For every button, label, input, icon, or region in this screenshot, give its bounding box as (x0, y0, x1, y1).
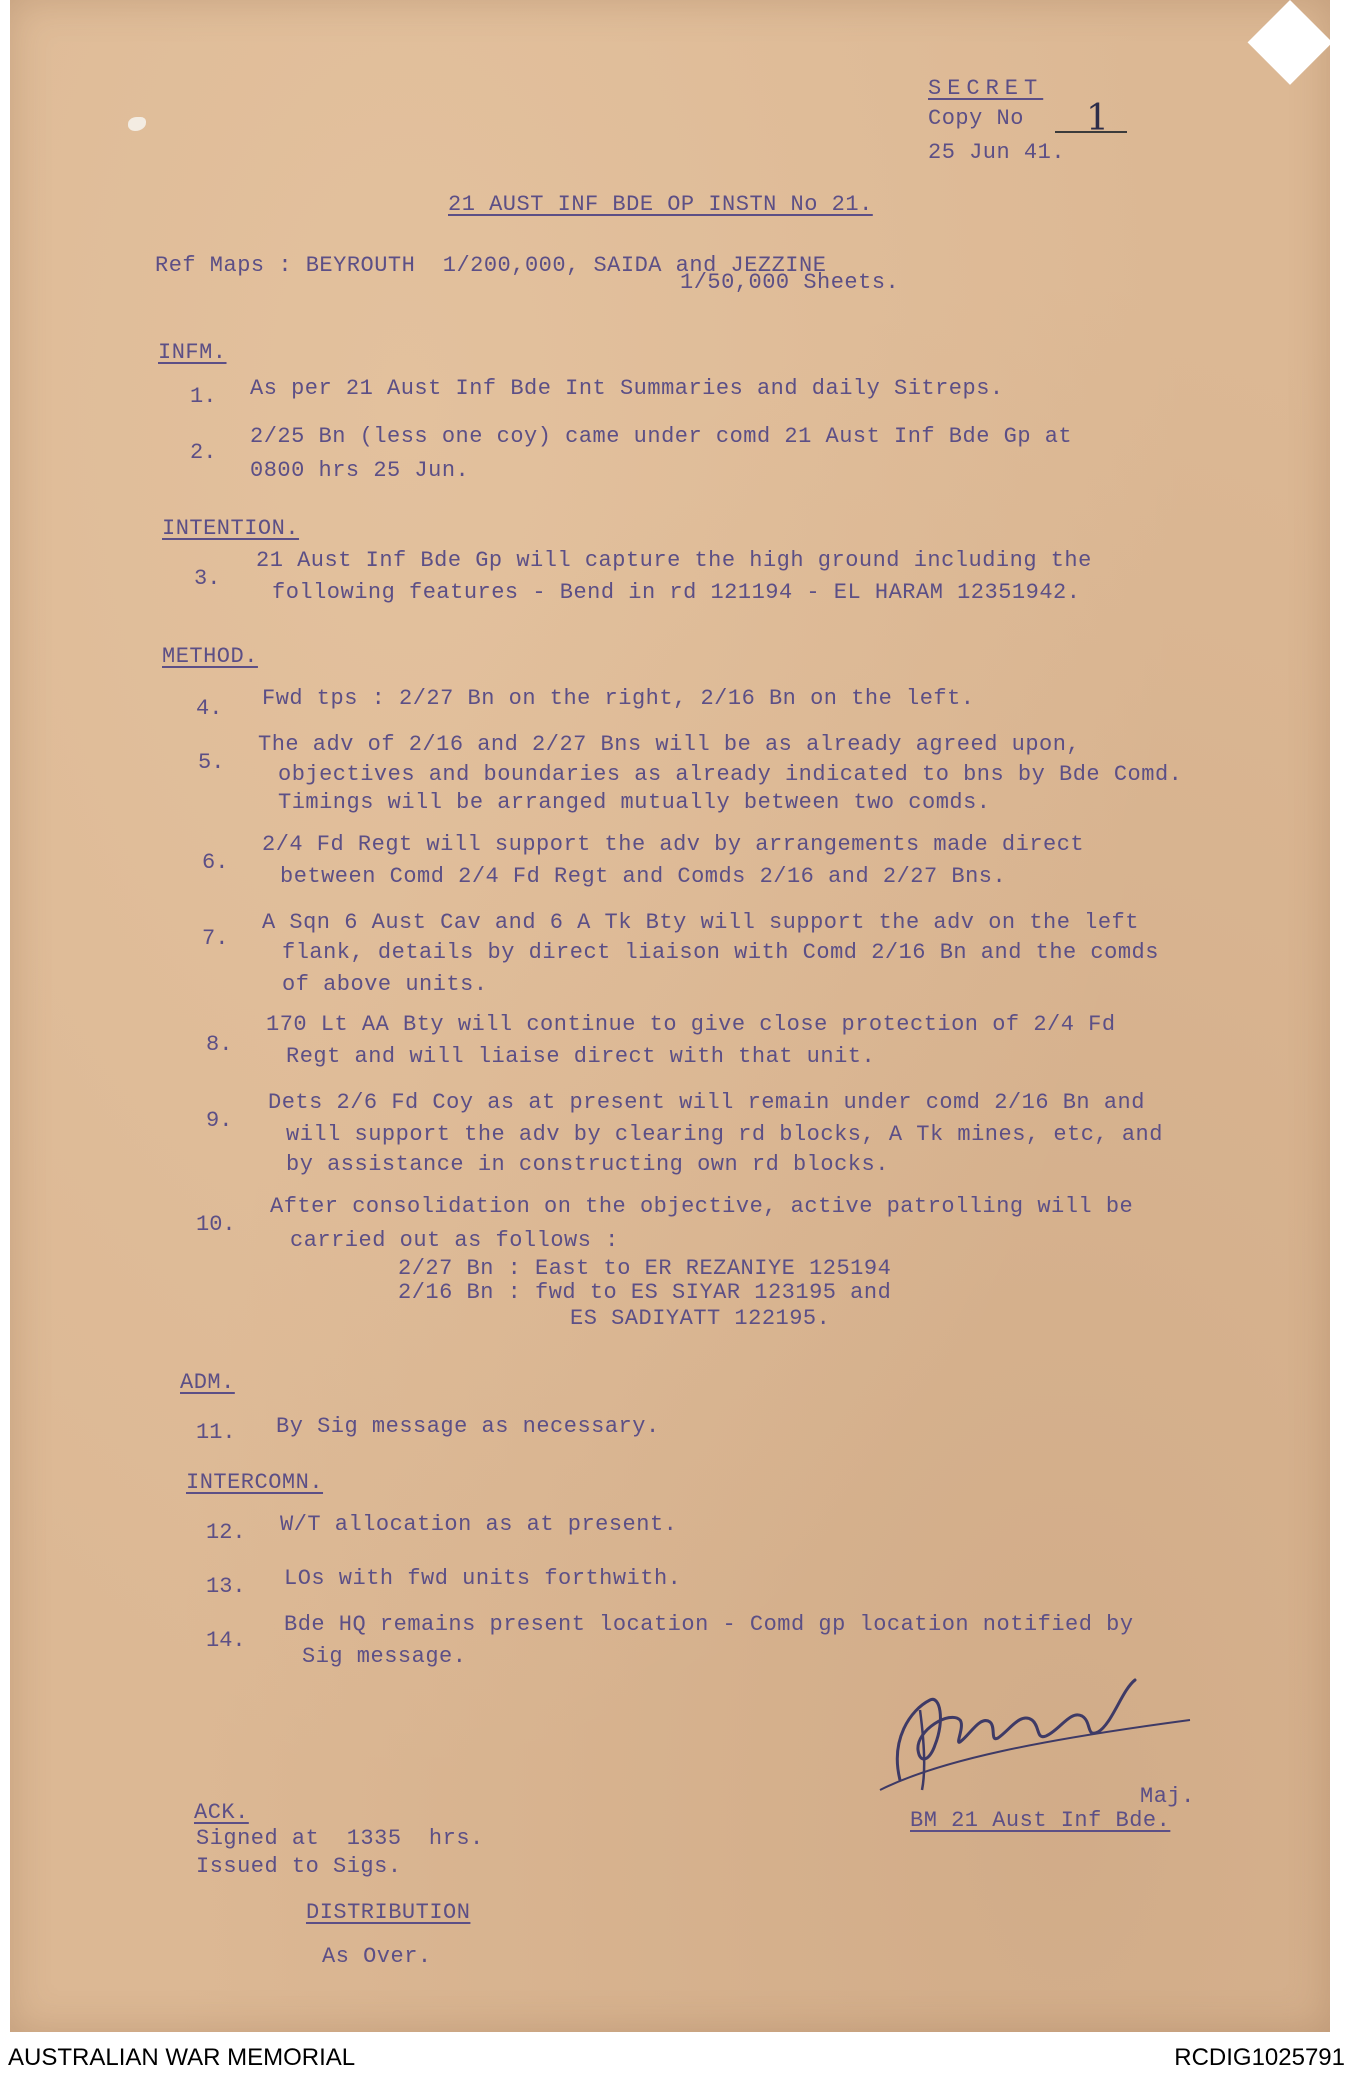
ack-label: ACK. (194, 1800, 249, 1825)
para-number: 11. (196, 1420, 236, 1445)
para-10-line: ES SADIYATT 122195. (570, 1306, 831, 1331)
punch-hole (128, 117, 146, 131)
para-6-line: 2/4 Fd Regt will support the adv by arrangements made direct (262, 832, 1085, 857)
para-12-line: W/T allocation as at present. (280, 1512, 678, 1537)
para-5-line: objectives and boundaries as already indicated to bns by Bde Comd. (278, 762, 1183, 787)
date: 25 Jun 41. (928, 140, 1066, 165)
para-10-line: 2/16 Bn : fwd to ES SIYAR 123195 and (398, 1280, 892, 1305)
para-number: 14. (206, 1628, 246, 1653)
signature-rank: Maj. (1140, 1784, 1195, 1809)
footer-reference: RCDIG1025791 (1174, 2044, 1345, 2071)
heading-method: METHOD. (162, 644, 258, 669)
ref-maps-line2: 1/50,000 Sheets. (680, 270, 900, 295)
heading-intercomn: INTERCOMN. (186, 1470, 324, 1495)
para-10-line: 2/27 Bn : East to ER REZANIYE 125194 (398, 1256, 892, 1281)
heading-adm: ADM. (180, 1370, 235, 1395)
doc-title: 21 AUST INF BDE OP INSTN No 21. (448, 192, 873, 217)
para-7-line: of above units. (282, 972, 488, 997)
ack-issued: Issued to Sigs. (196, 1854, 402, 1879)
para-number: 9. (206, 1108, 233, 1133)
ref-maps-line1: Ref Maps : BEYROUTH 1/200,000, SAIDA and JEZZINE (155, 253, 827, 278)
signature-appointment: BM 21 Aust Inf Bde. (910, 1808, 1171, 1833)
heading-infm: INFM. (158, 340, 227, 365)
para-8-line: Regt and will liaise direct with that unit. (286, 1044, 876, 1069)
para-10-line: After consolidation on the objective, active patrolling will be (270, 1194, 1134, 1219)
para-3-line: following features - Bend in rd 121194 - EL HARAM 12351942. (272, 580, 1081, 605)
para-9-line: Dets 2/6 Fd Coy as at present will remain under comd 2/16 Bn and (268, 1090, 1145, 1115)
para-14-line: Bde HQ remains present location - Comd gp location notified by (284, 1612, 1134, 1637)
para-4-line: Fwd tps : 2/27 Bn on the right, 2/16 Bn on the left. (262, 686, 975, 711)
para-number: 12. (206, 1520, 246, 1545)
ack-signed: Signed at 1335 hrs. (196, 1826, 484, 1851)
para-13-line: LOs with fwd units forthwith. (284, 1566, 682, 1591)
para-number: 8. (206, 1032, 233, 1057)
para-number: 4. (196, 696, 223, 721)
para-1-line: As per 21 Aust Inf Bde Int Summaries and daily Sitreps. (250, 376, 1004, 401)
para-8-line: 170 Lt AA Bty will continue to give close protection of 2/4 Fd (266, 1012, 1116, 1037)
copy-number: 1 (1086, 98, 1109, 139)
para-9-line: will support the adv by clearing rd blocks, A Tk mines, etc, and (286, 1122, 1163, 1147)
para-7-line: flank, details by direct liaison with Comd 2/16 Bn and the comds (282, 940, 1159, 965)
para-number: 5. (198, 750, 225, 775)
para-number: 2. (190, 440, 217, 465)
copy-label: Copy No (928, 106, 1024, 131)
para-6-line: between Comd 2/4 Fd Regt and Comds 2/16 and 2/27 Bns. (280, 864, 1007, 889)
para-2-line: 0800 hrs 25 Jun. (250, 458, 470, 483)
para-7-line: A Sqn 6 Aust Cav and 6 A Tk Bty will support the adv on the left (262, 910, 1139, 935)
para-11-line: By Sig message as necessary. (276, 1414, 660, 1439)
para-14-line: Sig message. (302, 1644, 467, 1669)
torn-corner (1248, 0, 1333, 85)
para-10-line: carried out as follows : (290, 1228, 619, 1253)
para-9-line: by assistance in constructing own rd blocks. (286, 1152, 889, 1177)
heading-intention: INTENTION. (162, 516, 300, 541)
para-number: 7. (202, 926, 229, 951)
para-number: 1. (190, 384, 217, 409)
footer-source: AUSTRALIAN WAR MEMORIAL (8, 2044, 356, 2071)
distribution-value: As Over. (322, 1944, 432, 1969)
para-number: 13. (206, 1574, 246, 1599)
classification: SECRET (928, 76, 1044, 101)
para-number: 10. (196, 1212, 236, 1237)
para-5-line: The adv of 2/16 and 2/27 Bns will be as already agreed upon, (258, 732, 1081, 757)
para-3-line: 21 Aust Inf Bde Gp will capture the high ground including the (256, 548, 1092, 573)
para-number: 6. (202, 850, 229, 875)
distribution-label: DISTRIBUTION (306, 1900, 471, 1925)
para-number: 3. (194, 566, 221, 591)
para-5-line: Timings will be arranged mutually between two comds. (278, 790, 991, 815)
handwritten-signature (860, 1650, 1220, 1800)
para-2-line: 2/25 Bn (less one coy) came under comd 21 Aust Inf Bde Gp at (250, 424, 1073, 449)
